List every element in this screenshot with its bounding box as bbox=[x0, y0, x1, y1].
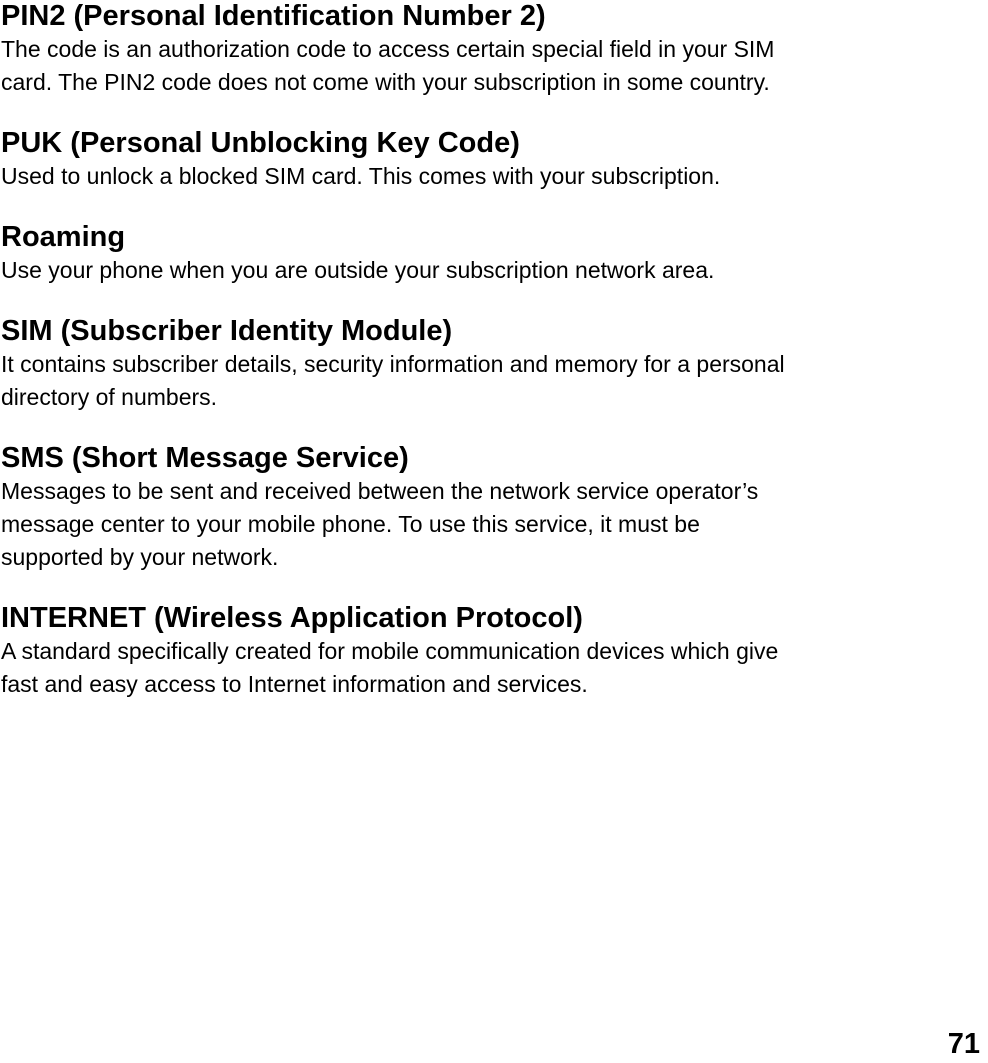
glossary-definition bbox=[1, 475, 976, 574]
glossary-definition bbox=[1, 254, 976, 287]
glossary-definition bbox=[1, 33, 976, 99]
glossary-term: PIN2 (Personal Identification Number 2) bbox=[1, 0, 546, 32]
glossary bbox=[1, 0, 976, 729]
glossary-term: SMS (Short Message Service) bbox=[1, 442, 409, 474]
glossary-term: PUK (Personal Unblocking Key Code) bbox=[1, 127, 520, 159]
definition-line: Use your phone when you are outside your subscription network area. bbox=[1, 257, 715, 283]
definition-line: The code is an authorization code to access certain special field in your SIM bbox=[1, 36, 775, 62]
definition-line: message center to your mobile phone. To use this service, it must be bbox=[1, 511, 700, 537]
glossary-entry-pin2 bbox=[1, 0, 976, 99]
definition-line: A standard specifically created for mobile communication devices which give bbox=[1, 638, 779, 664]
glossary-entry-sim bbox=[1, 315, 976, 414]
definition-line: directory of numbers. bbox=[1, 384, 218, 410]
glossary-entry-puk bbox=[1, 127, 976, 193]
definition-line: supported by your network. bbox=[1, 544, 279, 570]
definition-line: card. The PIN2 code does not come with your subscription in some country. bbox=[1, 69, 770, 95]
definition-line: It contains subscriber details, security information and memory for a personal bbox=[1, 351, 785, 377]
glossary-definition bbox=[1, 160, 976, 193]
definition-line: Messages to be sent and received between the network service operator’s bbox=[1, 478, 759, 504]
glossary-term: Roaming bbox=[1, 221, 126, 253]
glossary-entry-internet bbox=[1, 602, 976, 701]
page-number: 71 bbox=[947, 1028, 980, 1060]
glossary-definition bbox=[1, 348, 976, 414]
glossary-definition bbox=[1, 635, 976, 701]
glossary-term: INTERNET (Wireless Application Protocol) bbox=[1, 602, 583, 634]
definition-line: fast and easy access to Internet information and services. bbox=[1, 671, 588, 697]
glossary-term: SIM (Subscriber Identity Module) bbox=[1, 315, 453, 347]
glossary-entry-sms bbox=[1, 442, 976, 574]
glossary-entry-roaming bbox=[1, 221, 976, 287]
definition-line: Used to unlock a blocked SIM card. This comes with your subscription. bbox=[1, 163, 721, 189]
